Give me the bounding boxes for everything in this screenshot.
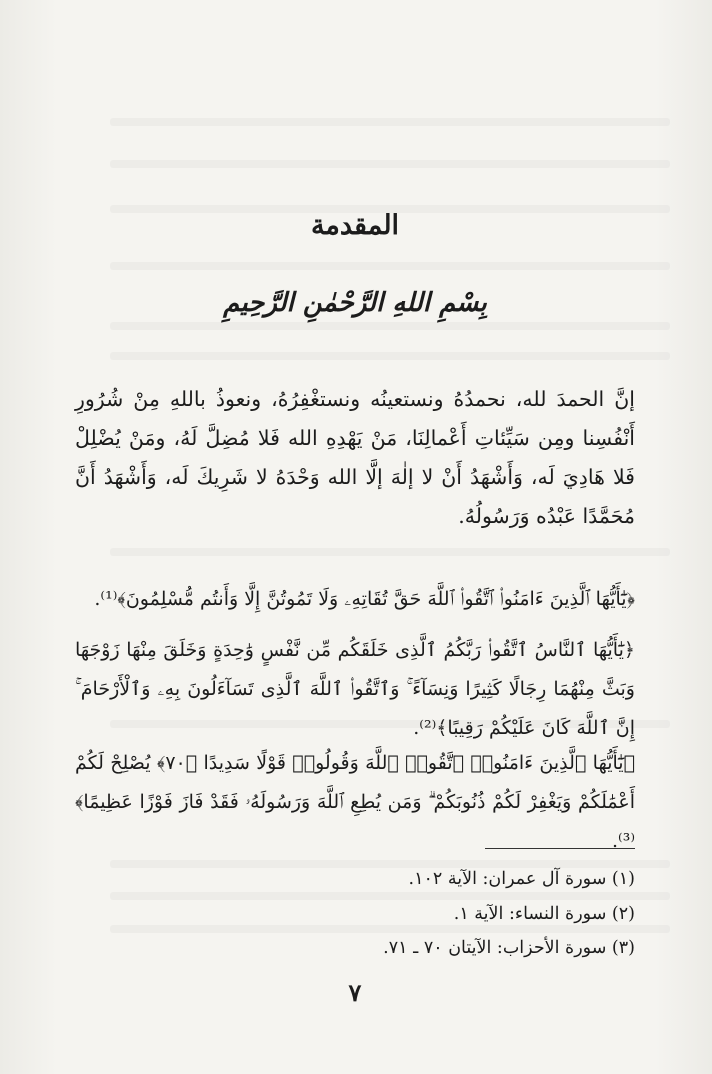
quran-verse-3: ﴿يَٰٓأَيُّهَا ٱلَّذِينَ ءَامَنُوا۟ ٱتَّقُوا۟ ٱللَّهَ وَقُولُوا۟ قَوْلًا سَدِيدًا ﴿٧٠﴾ يُصْلِحْ لَكُمْ أَعْمَٰلَكُمْ وَيَغْفِرْ لَكُمْ ذُنُوبَكُمْ ۗ وَمَن يُطِعِ ٱللَّهَ وَرَسُولَهُۥ فَقَدْ فَازَ فَوْزًا عَظِيمًا﴾⁽³⁾. (75, 752, 635, 852)
footnote-1: (١) سورة آل عمران: الآية ١٠٢. (408, 869, 635, 889)
opening-paragraph: إنَّ الحمدَ لله، نحمدُهُ ونستعينُه ونستغْفِرُهُ، ونعوذُ باللهِ مِنْ شُرُورِ أَنْفُسِنا ومِن سَيِّئاتِ أَعْمالِنَا، مَنْ يَهْدِهِ الله فَلا مُضِلَّ لَهُ، ومَنْ يُضْلِلْ فَلا هَادِيَ لَه، وَأَشْهَدُ أَنْ لا إلٰهَ إلَّا الله وَحْدَهُ لا شَرِيكَ لَه، وَأَشْهَدُ أَنَّ مُحَمَّدًا عَبْدُه وَرَسُولُهُ. (75, 387, 635, 528)
footnote-3: (٣) سورة الأحزاب: الآيتان ٧٠ ـ ٧١. (383, 938, 635, 958)
quran-verse-1: ﴿يَٰٓأَيُّهَا ٱلَّذِينَ ءَامَنُوا۟ ٱتَّقُوا۟ ٱللَّهَ حَقَّ تُقَاتِهِۦ وَلَا تَمُوتُنَّ إِلَّا وَأَنتُم مُّسْلِمُونَ﴾⁽¹⁾. (94, 588, 635, 610)
footnote-divider (485, 848, 635, 849)
page-number: ٧ (348, 978, 362, 1007)
quran-verse-2: ﴿يَٰٓأَيُّهَا ٱلنَّاسُ ٱتَّقُوا۟ رَبَّكُمُ ٱلَّذِى خَلَقَكُم مِّن نَّفْسٍ وَٰحِدَةٍ وَخَلَقَ مِنْهَا زَوْجَهَا وَبَثَّ مِنْهُمَا رِجَالًا كَثِيرًا وَنِسَآءً ۚ وَٱتَّقُوا۟ ٱللَّهَ ٱلَّذِى تَسَآءَلُونَ بِهِۦ وَٱلْأَرْحَامَ ۚ إِنَّ ٱللَّهَ كَانَ عَلَيْكُمْ رَقِيبًا﴾⁽²⁾. (75, 639, 635, 739)
basmala-calligraphy: بِسْمِ اللهِ الرَّحْمٰنِ الرَّحِيمِ (223, 288, 487, 318)
page-content (75, 0, 635, 1074)
footnote-2: (٢) سورة النساء: الآية ١. (453, 904, 635, 924)
page-title: المقدمة (310, 210, 400, 241)
